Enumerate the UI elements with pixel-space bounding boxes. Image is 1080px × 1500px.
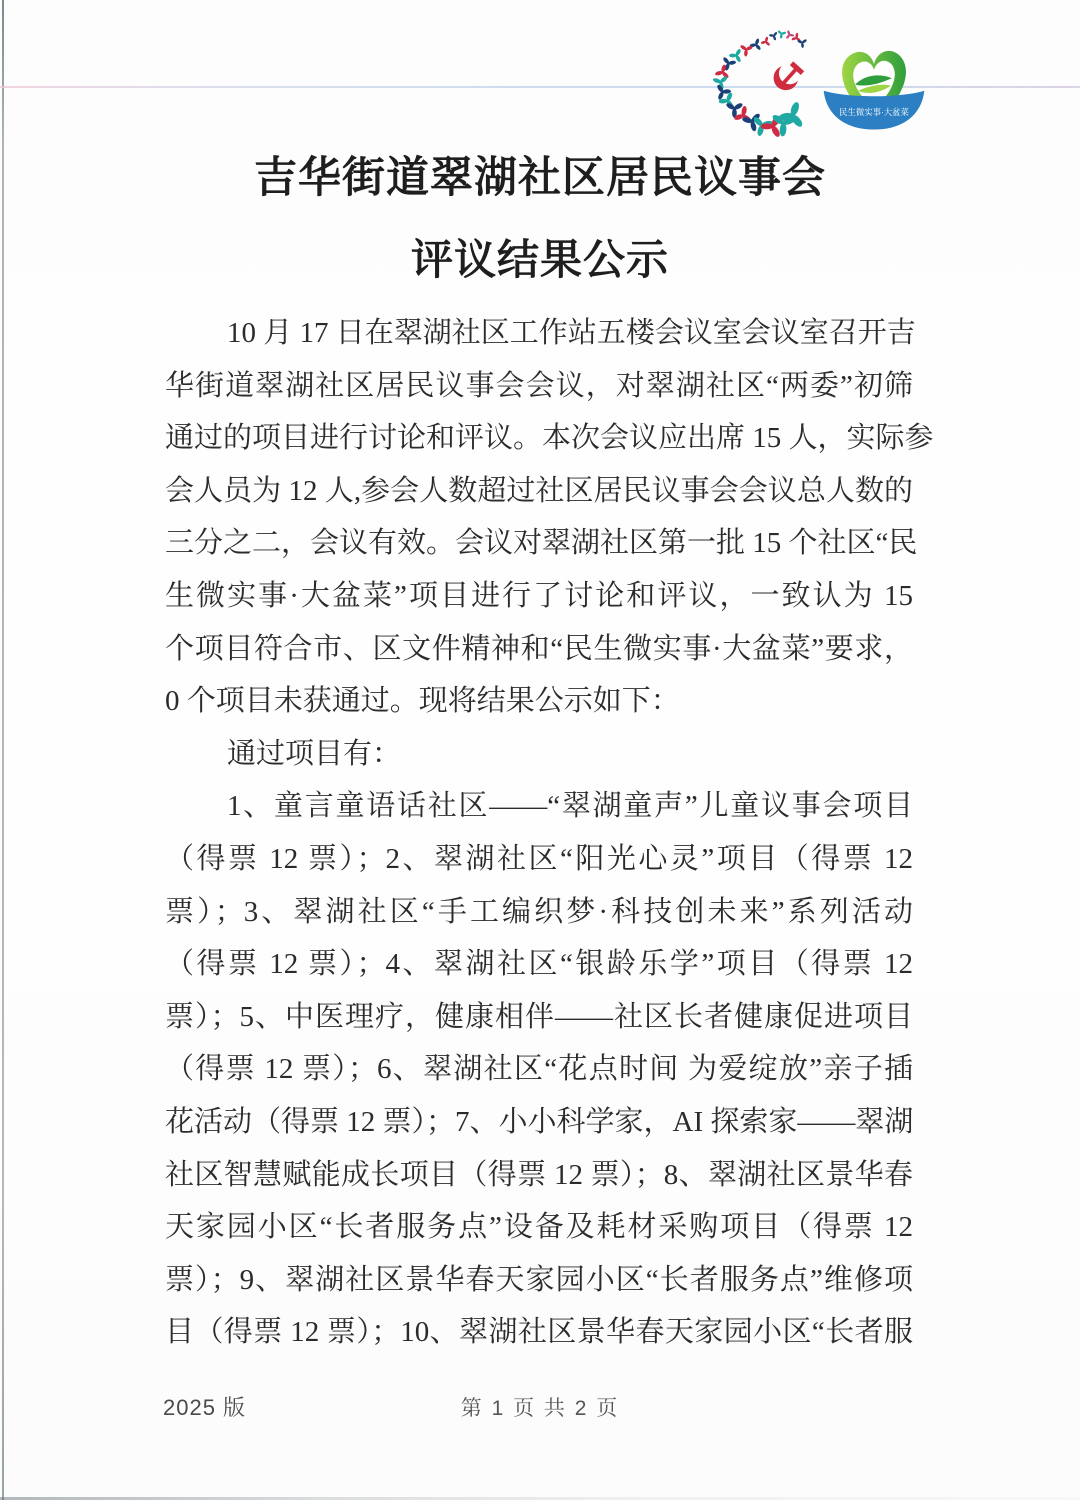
document-line: （得票 12 票）；4、翠湖社区“银龄乐学”项目（得票 12 [165,948,913,981]
footer-version: 2025 版 [163,1395,247,1420]
footer-page-number: 第 1 页 共 2 页 [460,1397,620,1420]
document-body [165,307,934,1359]
document-line: 1、童言童语话社区——“翠湖童声”儿童议事会项目 [227,790,913,823]
party-heart-pinwheel-logo-icon [700,26,820,144]
document-line: 0 个项目未获通过。现将结果公示如下： [165,685,680,718]
document-line: 社区智慧赋能成长项目（得票 12 票）；8、翠湖社区景华春 [165,1158,913,1191]
document-line: 生微实事·大盆菜”项目进行了讨论和评议，一致认为 15 [165,579,913,612]
document-line: 票）；3、翠湖社区“手工编织梦·科技创未来”系列活动 [165,895,913,928]
document-line: 目（得票 12 票）；10、翠湖社区景华春天家园小区“长者服 [165,1316,913,1349]
document-line: 个项目符合市、区文件精神和“民生微实事·大盆菜”要求， [165,632,913,665]
basket-logo-text: 民生微实事·大盆菜 [839,106,909,117]
document-line: 通过的项目进行讨论和评议。本次会议应出席 15 人，实际参 [165,422,934,455]
document-line: 花活动（得票 12 票）；7、小小科学家，AI 探索家——翠湖 [165,1105,914,1138]
scan-left-edge [2,0,4,1500]
document-line: 天家园小区“长者服务点”设备及耗材采购项目（得票 12 [165,1211,913,1244]
document-line: 票）；9、翠湖社区景华春天家园小区“长者服务点”维修项 [165,1263,913,1296]
document-title-line2: 评议结果公示 [410,238,669,284]
document-line: （得票 12 票）；6、翠湖社区“花点时间 为爱绽放”亲子插 [165,1053,913,1086]
document-line: 票）；5、中医理疗，健康相伴——社区长者健康促进项目 [165,1000,913,1033]
document-line: 通过项目有： [227,737,402,770]
document-line: 会人员为 12 人,参会人数超过社区居民议事会会议总人数的 [165,474,913,507]
minsheng-basket-logo-icon [816,30,932,140]
hammer-sickle-icon [774,61,805,90]
document-line: 三分之二，会议有效。会议对翠湖社区第一批 15 个社区“民 [165,527,918,560]
document-line: 10 月 17 日在翠湖社区工作站五楼会议室会议室召开吉 [227,317,916,349]
document-line: 华街道翠湖社区居民议事会会议，对翠湖社区“两委”初筛 [165,369,913,402]
document-line: （得票 12 票）；2、翠湖社区“阳光心灵”项目（得票 12 [165,842,913,875]
document-title-line1: 吉华街道翠湖社区居民议事会 [254,155,826,202]
